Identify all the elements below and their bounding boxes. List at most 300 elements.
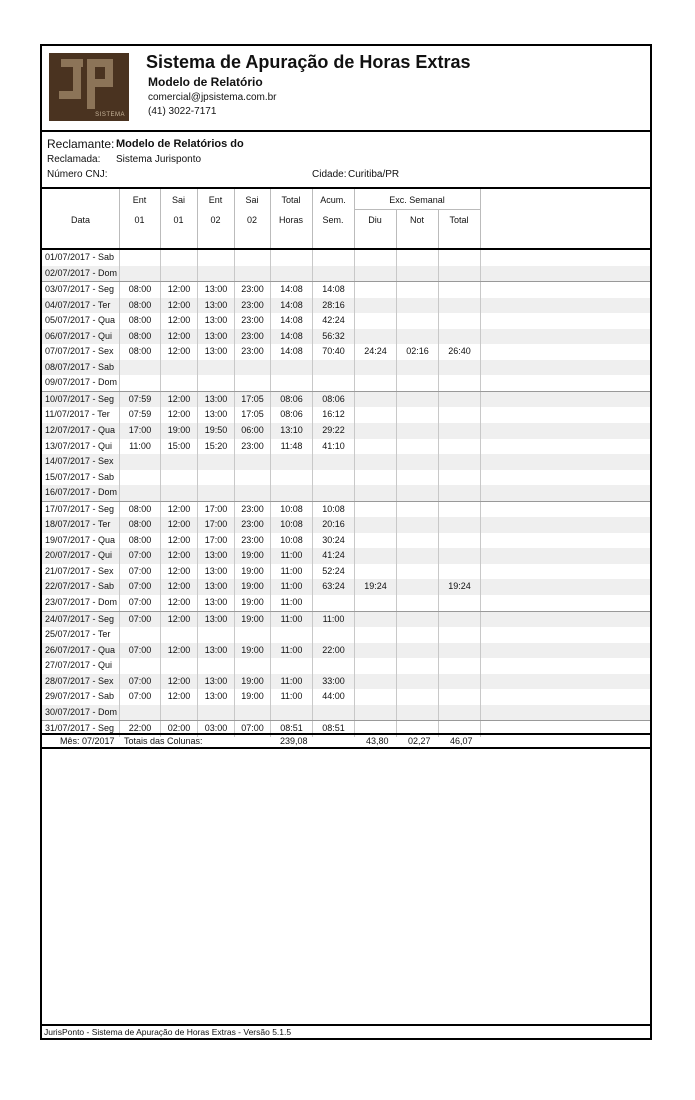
- cell-sai1: 12:00: [160, 517, 197, 533]
- col-ent1-bottom: 01: [134, 215, 145, 225]
- cell-exc-diu: [354, 392, 396, 408]
- cell-acum-sem: [312, 705, 354, 721]
- col-ent2-top: Ent: [208, 195, 223, 205]
- company-logo: [49, 53, 129, 121]
- cell-exc-not: [396, 674, 438, 690]
- cell-sai1: 19:00: [160, 423, 197, 439]
- cell-sai1: [160, 485, 197, 501]
- cell-date: 14/07/2017 - Sex: [45, 456, 114, 467]
- cell-acum-sem: 56:32: [312, 329, 354, 345]
- cell-total-horas: 11:00: [270, 643, 312, 659]
- table-row: [42, 579, 650, 595]
- report-page: [40, 44, 652, 1040]
- case-info: [42, 132, 650, 189]
- cell-acum-sem: 10:08: [312, 502, 354, 518]
- cell-exc-not: [396, 298, 438, 314]
- reclamante-value: Modelo de Relatórios do: [116, 138, 244, 150]
- cell-exc-not: [396, 392, 438, 408]
- cell-acum-sem: 08:06: [312, 392, 354, 408]
- cell-sai1: 15:00: [160, 439, 197, 455]
- cell-exc-total: [438, 282, 480, 298]
- cell-ent2: 13:00: [197, 282, 234, 298]
- cell-ent2: 13:00: [197, 612, 234, 628]
- cell-ent1: [119, 705, 160, 721]
- cell-exc-total: [438, 517, 480, 533]
- cell-exc-total: [438, 407, 480, 423]
- cell-sai1: 12:00: [160, 502, 197, 518]
- report-header: [42, 46, 650, 132]
- cell-total-horas: [270, 375, 312, 391]
- cell-total-horas: 11:00: [270, 612, 312, 628]
- cell-acum-sem: [312, 375, 354, 391]
- cell-sai2: 19:00: [234, 612, 270, 628]
- col-sai1-top: Sai: [171, 195, 185, 205]
- totals-label: Totais das Colunas:: [124, 736, 203, 746]
- col-diu: Diu: [368, 215, 382, 225]
- cell-ent1: 17:00: [119, 423, 160, 439]
- cell-date: 05/07/2017 - Qua: [45, 315, 116, 326]
- reclamada-label: Reclamada:: [47, 154, 101, 165]
- cell-exc-diu: [354, 674, 396, 690]
- cell-exc-not: [396, 485, 438, 501]
- cell-sai2: 07:00: [234, 721, 270, 737]
- cell-acum-sem: 11:00: [312, 612, 354, 628]
- cell-total-horas: [270, 360, 312, 376]
- cell-exc-not: [396, 250, 438, 266]
- cell-ent1: 22:00: [119, 721, 160, 737]
- table-row: [42, 454, 650, 470]
- cell-acum-sem: [312, 266, 354, 282]
- cell-date: 25/07/2017 - Ter: [45, 629, 111, 640]
- cell-exc-not: [396, 548, 438, 564]
- cell-exc-total: [438, 533, 480, 549]
- cell-ent1: 07:00: [119, 689, 160, 705]
- cell-ent1: [119, 627, 160, 643]
- cell-acum-sem: [312, 595, 354, 611]
- cell-exc-diu: [354, 548, 396, 564]
- table-row: [42, 548, 650, 564]
- cell-total-horas: [270, 470, 312, 486]
- cell-date: 02/07/2017 - Dom: [45, 267, 118, 278]
- cell-ent1: [119, 360, 160, 376]
- cell-ent1: 08:00: [119, 517, 160, 533]
- cidade-value: Curitiba/PR: [348, 169, 400, 180]
- cell-total-horas: [270, 658, 312, 674]
- cell-exc-not: [396, 612, 438, 628]
- table-row: [42, 658, 650, 674]
- cell-acum-sem: 70:40: [312, 344, 354, 360]
- cell-exc-not: [396, 595, 438, 611]
- cell-sai1: [160, 250, 197, 266]
- cell-exc-total: [438, 360, 480, 376]
- cell-spacer: [480, 485, 652, 501]
- col-exc-total: Total: [449, 215, 469, 225]
- cell-exc-total: [438, 612, 480, 628]
- month-label: Mês: 07/2017: [60, 736, 115, 746]
- cell-exc-diu: [354, 564, 396, 580]
- cell-date: 28/07/2017 - Sex: [45, 675, 114, 686]
- cell-date: 26/07/2017 - Qua: [45, 644, 116, 655]
- table-row: [42, 423, 650, 439]
- cell-spacer: [480, 643, 652, 659]
- contact-email: comercial@jpsistema.com.br: [148, 92, 277, 103]
- cell-ent1: 07:00: [119, 643, 160, 659]
- cell-exc-diu: [354, 439, 396, 455]
- cell-exc-total: 19:24: [438, 579, 480, 595]
- reclamada-value: Sistema Jurisponto: [116, 154, 202, 165]
- reclamante-label: Reclamante:: [47, 137, 115, 151]
- cell-exc-diu: [354, 612, 396, 628]
- cell-spacer: [480, 454, 652, 470]
- cell-exc-diu: [354, 250, 396, 266]
- cell-sai2: 23:00: [234, 439, 270, 455]
- table-row: [42, 439, 650, 455]
- cell-ent2: 13:00: [197, 674, 234, 690]
- cell-ent2: [197, 360, 234, 376]
- cell-date: 20/07/2017 - Qui: [45, 550, 113, 561]
- cell-sai2: [234, 250, 270, 266]
- cell-sai1: 12:00: [160, 548, 197, 564]
- contact-phone: (41) 3022-7171: [148, 106, 217, 117]
- table-row: [42, 595, 650, 611]
- table-row: [42, 298, 650, 314]
- cell-ent2: [197, 485, 234, 501]
- cell-exc-diu: [354, 282, 396, 298]
- col-sai2-bottom: 02: [246, 215, 257, 225]
- cell-spacer: [480, 439, 652, 455]
- cell-ent1: [119, 266, 160, 282]
- totals-not: 02,27: [408, 736, 431, 746]
- cidade-label: Cidade:: [312, 169, 347, 180]
- cell-ent1: 08:00: [119, 298, 160, 314]
- cell-sai1: 12:00: [160, 612, 197, 628]
- col-ent1-top: Ent: [132, 195, 147, 205]
- cell-spacer: [480, 533, 652, 549]
- cell-spacer: [480, 392, 652, 408]
- cell-total-horas: 11:00: [270, 564, 312, 580]
- cell-date: 29/07/2017 - Sab: [45, 691, 115, 702]
- cell-sai1: 12:00: [160, 282, 197, 298]
- cell-exc-total: [438, 298, 480, 314]
- table-row: [42, 674, 650, 690]
- cell-acum-sem: 52:24: [312, 564, 354, 580]
- cell-sai2: 23:00: [234, 282, 270, 298]
- cell-exc-not: [396, 579, 438, 595]
- cell-date: 31/07/2017 - Seg: [45, 723, 115, 734]
- cell-sai2: [234, 627, 270, 643]
- cell-ent1: 08:00: [119, 533, 160, 549]
- cell-total-horas: 08:06: [270, 392, 312, 408]
- cell-sai1: 12:00: [160, 329, 197, 345]
- cell-acum-sem: 29:22: [312, 423, 354, 439]
- cell-date: 17/07/2017 - Seg: [45, 503, 115, 514]
- cnj-label: Número CNJ:: [47, 169, 108, 180]
- col-total-top: Total: [281, 195, 301, 205]
- cell-ent1: 07:59: [119, 407, 160, 423]
- cell-exc-not: [396, 360, 438, 376]
- cell-exc-not: [396, 533, 438, 549]
- cell-exc-not: [396, 313, 438, 329]
- cell-sai1: 12:00: [160, 674, 197, 690]
- cell-spacer: [480, 674, 652, 690]
- cell-ent2: [197, 627, 234, 643]
- cell-date: 11/07/2017 - Ter: [45, 409, 110, 420]
- cell-spacer: [480, 658, 652, 674]
- cell-total-horas: 08:51: [270, 721, 312, 737]
- table-row: [42, 407, 650, 423]
- cell-total-horas: [270, 627, 312, 643]
- cell-total-horas: [270, 485, 312, 501]
- cell-sai1: 12:00: [160, 579, 197, 595]
- cell-total-horas: 08:06: [270, 407, 312, 423]
- cell-exc-total: [438, 329, 480, 345]
- cell-exc-total: [438, 674, 480, 690]
- cell-ent1: [119, 250, 160, 266]
- cell-date: 03/07/2017 - Seg: [45, 284, 115, 295]
- cell-exc-diu: [354, 470, 396, 486]
- col-acum-bottom: Sem.: [322, 215, 344, 225]
- cell-ent2: 13:00: [197, 689, 234, 705]
- cell-date: 06/07/2017 - Qui: [45, 330, 113, 341]
- cell-sai1: [160, 454, 197, 470]
- cell-exc-total: [438, 627, 480, 643]
- cell-exc-total: [438, 502, 480, 518]
- cell-date: 27/07/2017 - Qui: [45, 660, 113, 671]
- cell-acum-sem: 41:24: [312, 548, 354, 564]
- cell-exc-total: [438, 423, 480, 439]
- cell-sai2: 19:00: [234, 689, 270, 705]
- cell-sai2: [234, 485, 270, 501]
- cell-ent1: 08:00: [119, 502, 160, 518]
- cell-exc-total: [438, 485, 480, 501]
- cell-exc-not: [396, 439, 438, 455]
- cell-exc-diu: [354, 689, 396, 705]
- jp-logo-icon: [57, 59, 121, 109]
- cell-exc-not: [396, 454, 438, 470]
- cell-total-horas: 11:00: [270, 548, 312, 564]
- cell-ent2: 13:00: [197, 643, 234, 659]
- cell-ent2: [197, 266, 234, 282]
- cell-sai1: 12:00: [160, 313, 197, 329]
- cell-date: 01/07/2017 - Sab: [45, 252, 115, 262]
- cell-spacer: [480, 282, 652, 298]
- cell-acum-sem: [312, 627, 354, 643]
- cell-date: 10/07/2017 - Seg: [45, 393, 115, 404]
- cell-ent1: 08:00: [119, 282, 160, 298]
- table-row: [42, 391, 650, 408]
- table-column-headers: [42, 189, 650, 250]
- cell-spacer: [480, 627, 652, 643]
- cell-ent2: 17:00: [197, 533, 234, 549]
- cell-exc-total: [438, 705, 480, 721]
- cell-ent1: [119, 375, 160, 391]
- cell-total-horas: 13:10: [270, 423, 312, 439]
- cell-acum-sem: 33:00: [312, 674, 354, 690]
- cell-acum-sem: [312, 360, 354, 376]
- totals-exc-total: 46,07: [450, 736, 473, 746]
- cell-sai2: 17:05: [234, 407, 270, 423]
- cell-spacer: [480, 689, 652, 705]
- cell-date: 15/07/2017 - Sab: [45, 471, 115, 482]
- cell-ent1: 08:00: [119, 313, 160, 329]
- cell-sai1: 12:00: [160, 533, 197, 549]
- cell-exc-diu: 24:24: [354, 344, 396, 360]
- table-row: [42, 533, 650, 549]
- cell-spacer: [480, 517, 652, 533]
- cell-exc-not: [396, 689, 438, 705]
- cell-spacer: [480, 423, 652, 439]
- cell-ent2: 13:00: [197, 329, 234, 345]
- table-body: [42, 250, 650, 737]
- cell-exc-diu: [354, 705, 396, 721]
- cell-acum-sem: [312, 485, 354, 501]
- col-sai1-bottom: 01: [173, 215, 184, 225]
- report-footer: [42, 1024, 650, 1038]
- cell-exc-total: [438, 595, 480, 611]
- cell-ent2: 13:00: [197, 579, 234, 595]
- cell-ent2: 13:00: [197, 392, 234, 408]
- col-acum-top: Acum.: [320, 195, 346, 205]
- cell-exc-diu: [354, 627, 396, 643]
- cell-sai2: 19:00: [234, 643, 270, 659]
- cell-date: 13/07/2017 - Qui: [45, 440, 113, 451]
- cell-ent1: 07:00: [119, 612, 160, 628]
- cell-date: 09/07/2017 - Dom: [45, 377, 118, 388]
- cell-ent2: 15:20: [197, 439, 234, 455]
- cell-ent2: 13:00: [197, 564, 234, 580]
- cell-exc-not: 02:16: [396, 344, 438, 360]
- cell-exc-diu: 19:24: [354, 579, 396, 595]
- cell-exc-not: [396, 470, 438, 486]
- cell-ent2: 13:00: [197, 344, 234, 360]
- table-row: [42, 250, 650, 266]
- cell-exc-diu: [354, 298, 396, 314]
- cell-total-horas: 11:00: [270, 579, 312, 595]
- cell-exc-not: [396, 502, 438, 518]
- table-row: [42, 564, 650, 580]
- cell-ent2: [197, 658, 234, 674]
- cell-sai1: [160, 360, 197, 376]
- cell-sai1: [160, 705, 197, 721]
- table-row: [42, 485, 650, 501]
- cell-exc-diu: [354, 502, 396, 518]
- cell-spacer: [480, 329, 652, 345]
- cell-exc-total: [438, 392, 480, 408]
- cell-exc-total: [438, 266, 480, 282]
- cell-exc-total: [438, 313, 480, 329]
- cell-date: 30/07/2017 - Dom: [45, 706, 118, 717]
- cell-exc-diu: [354, 643, 396, 659]
- cell-total-horas: 14:08: [270, 329, 312, 345]
- cell-exc-total: 26:40: [438, 344, 480, 360]
- cell-sai2: 17:05: [234, 392, 270, 408]
- cell-exc-total: [438, 439, 480, 455]
- cell-sai2: [234, 375, 270, 391]
- cell-exc-diu: [354, 313, 396, 329]
- cell-total-horas: 14:08: [270, 282, 312, 298]
- cell-ent2: [197, 705, 234, 721]
- cell-exc-not: [396, 375, 438, 391]
- cell-sai2: 06:00: [234, 423, 270, 439]
- totals-total-horas: 239,08: [280, 736, 308, 746]
- cell-spacer: [480, 344, 652, 360]
- totals-row: [42, 733, 650, 749]
- cell-spacer: [480, 250, 652, 266]
- cell-exc-diu: [354, 658, 396, 674]
- cell-ent1: 08:00: [119, 344, 160, 360]
- cell-sai1: 12:00: [160, 392, 197, 408]
- cell-acum-sem: 30:24: [312, 533, 354, 549]
- cell-sai1: [160, 627, 197, 643]
- cell-spacer: [480, 266, 652, 282]
- cell-total-horas: [270, 250, 312, 266]
- cell-exc-total: [438, 689, 480, 705]
- cell-date: 12/07/2017 - Qua: [45, 425, 116, 436]
- cell-exc-not: [396, 266, 438, 282]
- cell-sai2: 23:00: [234, 517, 270, 533]
- col-ent2-bottom: 02: [210, 215, 221, 225]
- report-title: Sistema de Apuração de Horas Extras: [146, 52, 471, 72]
- cell-sai2: [234, 705, 270, 721]
- cell-date: 19/07/2017 - Qua: [45, 534, 116, 545]
- cell-total-horas: 14:08: [270, 344, 312, 360]
- cell-total-horas: 11:48: [270, 439, 312, 455]
- cell-spacer: [480, 470, 652, 486]
- cell-sai1: 12:00: [160, 689, 197, 705]
- table-row: [42, 627, 650, 643]
- table-row: [42, 375, 650, 391]
- table-row: [42, 329, 650, 345]
- cell-exc-total: [438, 564, 480, 580]
- cell-exc-diu: [354, 266, 396, 282]
- cell-spacer: [480, 375, 652, 391]
- cell-ent1: [119, 454, 160, 470]
- cell-exc-total: [438, 643, 480, 659]
- cell-exc-not: [396, 627, 438, 643]
- cell-total-horas: 14:08: [270, 313, 312, 329]
- cell-ent1: 07:59: [119, 392, 160, 408]
- cell-exc-not: [396, 643, 438, 659]
- cell-sai2: 23:00: [234, 502, 270, 518]
- table-row: [42, 470, 650, 486]
- cell-ent1: [119, 485, 160, 501]
- cell-ent2: 17:00: [197, 517, 234, 533]
- cell-date: 22/07/2017 - Sab: [45, 581, 115, 592]
- cell-ent2: [197, 470, 234, 486]
- col-data: Data: [70, 215, 90, 225]
- table-row: [42, 689, 650, 705]
- cell-exc-not: [396, 329, 438, 345]
- cell-sai2: 23:00: [234, 329, 270, 345]
- cell-sai2: [234, 360, 270, 376]
- cell-sai2: 19:00: [234, 674, 270, 690]
- cell-sai1: [160, 470, 197, 486]
- cell-acum-sem: 28:16: [312, 298, 354, 314]
- table-row: [42, 643, 650, 659]
- cell-exc-total: [438, 658, 480, 674]
- cell-acum-sem: 22:00: [312, 643, 354, 659]
- cell-ent1: 07:00: [119, 674, 160, 690]
- cell-sai2: 23:00: [234, 313, 270, 329]
- totals-diu: 43,80: [366, 736, 389, 746]
- cell-spacer: [480, 548, 652, 564]
- cell-exc-total: [438, 454, 480, 470]
- cell-spacer: [480, 579, 652, 595]
- cell-ent1: 07:00: [119, 595, 160, 611]
- cell-spacer: [480, 595, 652, 611]
- cell-acum-sem: [312, 250, 354, 266]
- cell-total-horas: 10:08: [270, 533, 312, 549]
